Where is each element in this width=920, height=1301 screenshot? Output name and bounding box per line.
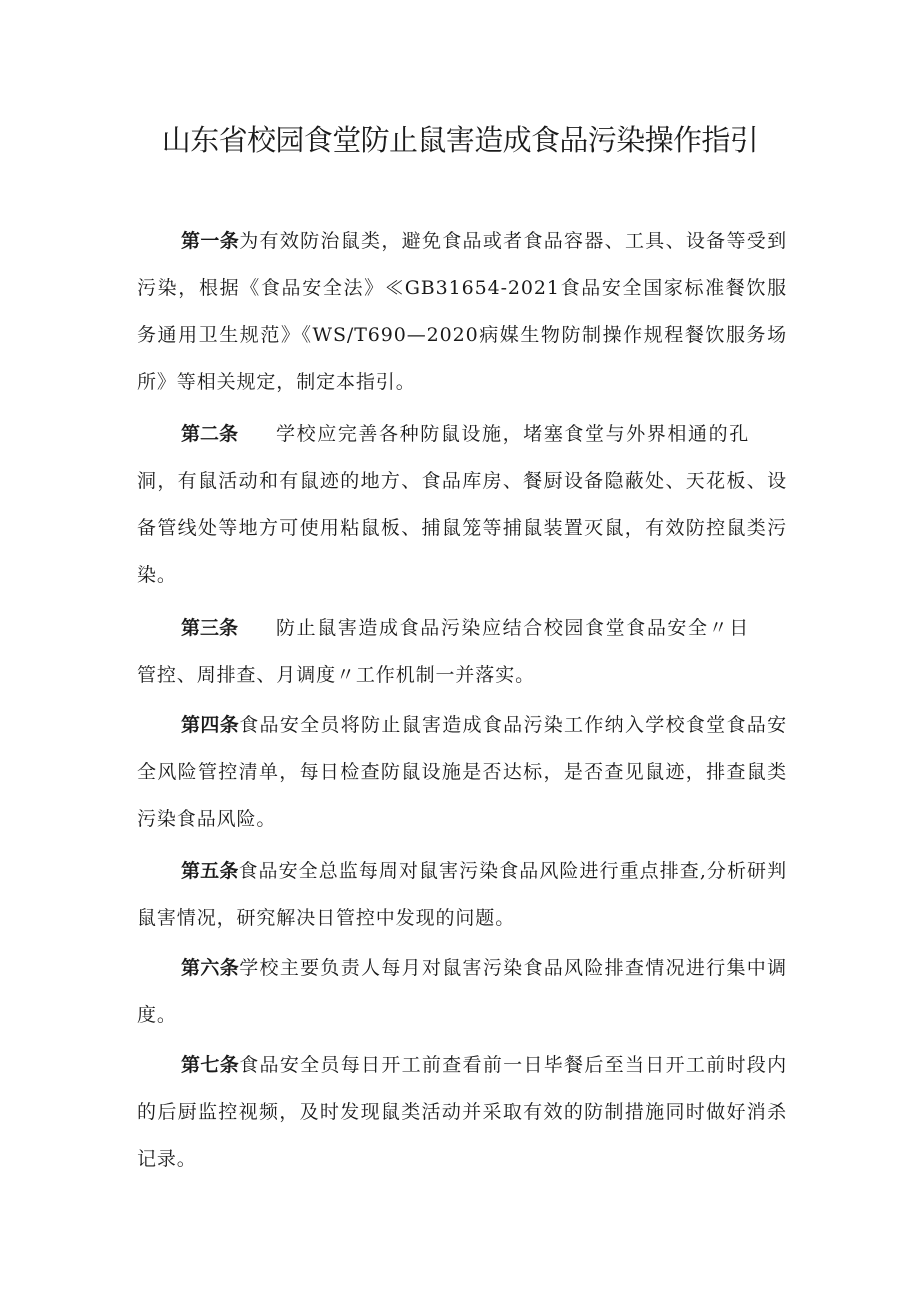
article-1-label: 第一条: [181, 230, 240, 252]
article-4-text: 食品安全员将防止鼠害造成食品污染工作纳入学校食堂食品安全风险管控清单，每日检查防鼠设施是否达标，是否查见鼠迹，排查鼠类污染食品风险。: [137, 714, 787, 830]
article-6-text: 学校主要负责人每月对鼠害污染食品风险排查情况进行集中调度。: [137, 957, 787, 1026]
article-5-label: 第五条: [181, 860, 239, 882]
article-3-label: 第三条: [181, 617, 239, 639]
article-5-text: 食品安全总监每周对鼠害污染食品风险进行重点排查,分析研判鼠害情况，研究解决日管控中发现的问题。: [137, 860, 787, 929]
article-5: [137, 848, 787, 942]
article-6-label: 第六条: [181, 957, 240, 979]
article-2: [137, 411, 787, 599]
document-title: 山东省校园食堂防止鼠害造成食品污染操作指引: [161, 123, 759, 157]
article-1: [137, 218, 787, 406]
article-3-text-line1: 防止鼠害造成食品污染应结合校园食堂食品安全〃日: [276, 617, 750, 639]
article-4: [137, 702, 787, 843]
article-2-text-rest: 洞，有鼠活动和有鼠迹的地方、食品库房、餐厨设备隐蔽处、天花板、设备管线处等地方可使用粘鼠板、捕鼠笼等捕鼠装置灭鼠，有效防控鼠类污染。: [137, 470, 787, 586]
article-2-text-line1: 学校应完善各种防鼠设施，堵塞食堂与外界相通的孔: [276, 423, 750, 445]
article-7-label: 第七条: [181, 1054, 240, 1076]
article-3: [137, 605, 787, 699]
article-6: [137, 945, 787, 1039]
article-2-label: 第二条: [181, 423, 239, 445]
article-3-text-rest: 管控、周排查、月调度〃工作机制一并落实。: [137, 664, 536, 686]
article-7: [137, 1042, 787, 1183]
article-4-label: 第四条: [181, 714, 240, 736]
article-7-text: 食品安全员每日开工前查看前一日毕餐后至当日开工前时段内的后厨监控视频，及时发现鼠类活动并采取有效的防制措施同时做好消杀记录。: [137, 1054, 787, 1170]
article-1-text: 为有效防治鼠类，避免食品或者食品容器、工具、设备等受到污染，根据《食品安全法》≪GB31654-2021食品安全国家标准餐饮服务通用卫生规范》《WS/T690—2020病媒生物防制操作规程餐饮服务场所》等相关规定，制定本指引。: [137, 230, 787, 393]
